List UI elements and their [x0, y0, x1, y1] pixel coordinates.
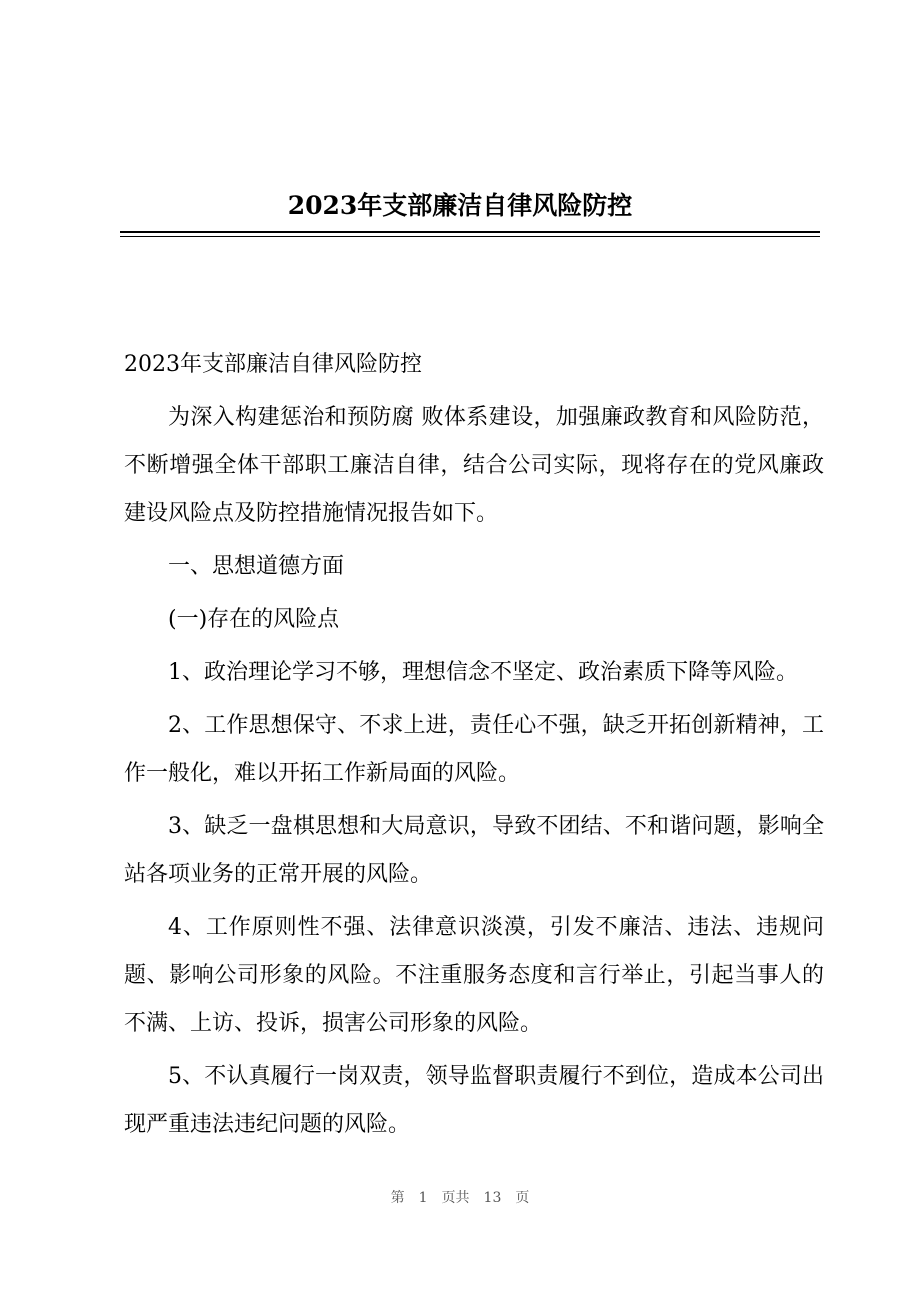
subsection-heading: (一)存在的风险点 — [168, 607, 340, 632]
list-item: 1、政治理论学习不够，理想信念不坚定、政治素质下降等风险。 — [168, 660, 798, 685]
list-item: 2、工作思想保守、不求上进，责任心不强，缺乏开拓创新精神，工作一般化，难以开拓工作新局面的风险。 — [124, 713, 824, 786]
list-item: 3、缺乏一盘棋思想和大局意识，导致不团结、不和谐问题，影响全站各项业务的正常开展的风险。 — [124, 814, 824, 887]
body-heading: 2023年支部廉洁自律风险防控 — [124, 352, 422, 377]
document-title: 2023年支部廉洁自律风险防控 — [287, 191, 633, 220]
footer-ye-gong: 页共 — [441, 1190, 470, 1206]
footer-ye: 页 — [515, 1190, 530, 1206]
title-underline-thick — [120, 231, 820, 233]
document-body — [124, 341, 824, 1154]
list-item: 5、不认真履行一岗双责，领导监督职责履行不到位，造成本公司出现严重违法违纪问题的风险。 — [124, 1064, 824, 1137]
title-underline-thin — [120, 236, 820, 237]
page-footer — [0, 1186, 920, 1210]
section-heading: 一、思想道德方面 — [168, 554, 345, 579]
paragraph-intro: 为深入构建惩治和预防腐 败体系建设，加强廉政教育和风险防范，不断增强全体干部职工廉洁自律，结合公司实际，现将存在的党风廉政建设风险点及防控措施情况报告如下。 — [124, 405, 824, 526]
footer-page-current: 1 — [418, 1190, 428, 1206]
footer-di: 第 — [390, 1190, 405, 1206]
footer-page-total: 13 — [483, 1190, 502, 1206]
list-item: 4、工作原则性不强、法律意识淡漠，引发不廉洁、违法、违规问题、影响公司形象的风险。不注重服务态度和言行举止，引起当事人的不满、上访、投诉，损害公司形象的风险。 — [124, 915, 824, 1036]
